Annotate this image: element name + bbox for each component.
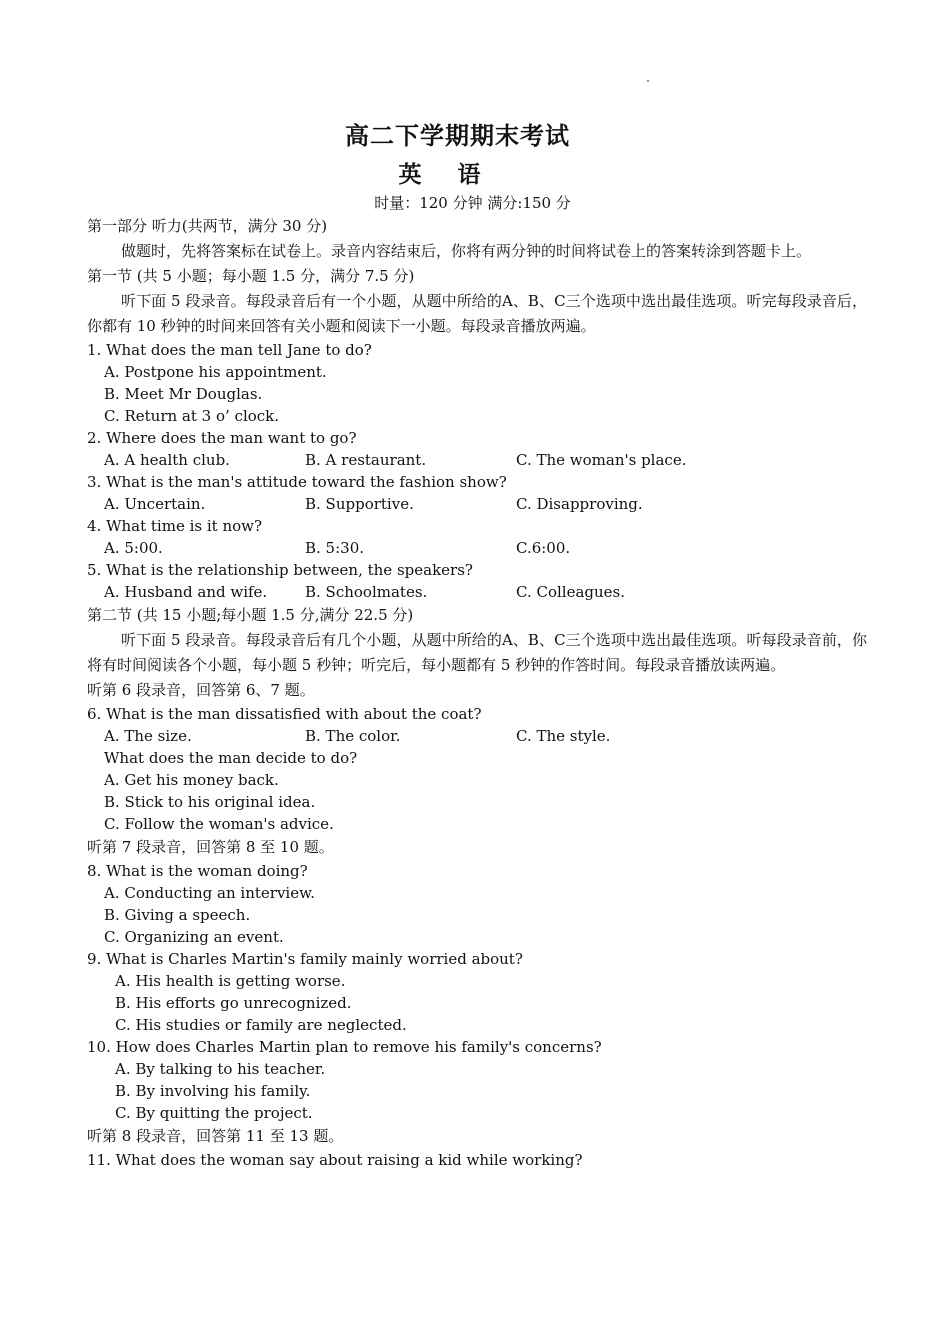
q8-option-c: C. Organizing an event. bbox=[104, 928, 284, 946]
q4-option-b: B. 5:30. bbox=[305, 539, 365, 557]
audio-7-instruction: 听第 7 段录音，回答第 8 至 10 题。 bbox=[87, 838, 334, 856]
q7-option-a: A. Get his money back. bbox=[104, 771, 279, 789]
q4-option-a: A. 5:00. bbox=[104, 539, 163, 557]
q6-option-c: C. The style. bbox=[516, 727, 611, 745]
q7-option-b: B. Stick to his original idea. bbox=[104, 793, 316, 811]
section2-heading: 第二节 (共 15 小题;每小题 1.5 分,满分 22.5 分) bbox=[87, 606, 414, 624]
q2-option-c: C. The woman's place. bbox=[516, 451, 687, 469]
q9-option-c: C. His studies or family are neglected. bbox=[115, 1016, 407, 1034]
scan-speck bbox=[647, 80, 649, 82]
q9-option-a: A. His health is getting worse. bbox=[115, 972, 346, 990]
q1-option-b: B. Meet Mr Douglas. bbox=[104, 385, 263, 403]
subject-title: 英 语 bbox=[398, 161, 495, 188]
q6-options bbox=[87, 725, 867, 747]
q1-option-c: C. Return at 3 o’ clock. bbox=[104, 407, 280, 425]
q4-options bbox=[87, 537, 867, 559]
q8-option-a: A. Conducting an interview. bbox=[104, 884, 315, 902]
question-3: 3. What is the man's attitude toward the fashion show? bbox=[87, 473, 507, 491]
question-10: 10. How does Charles Martin plan to remove his family's concerns? bbox=[87, 1038, 602, 1056]
q10-option-b: B. By involving his family. bbox=[115, 1082, 311, 1100]
question-6: 6. What is the man dissatisfied with about the coat? bbox=[87, 705, 482, 723]
question-2: 2. Where does the man want to go? bbox=[87, 429, 357, 447]
question-5: 5. What is the relationship between, the speakers? bbox=[87, 561, 473, 579]
audio-8-instruction: 听第 8 段录音，回答第 11 至 13 题。 bbox=[87, 1127, 344, 1145]
q2-option-a: A. A health club. bbox=[104, 451, 230, 469]
q2-option-b: B. A restaurant. bbox=[305, 451, 427, 469]
q6-option-b: B. The color. bbox=[305, 727, 401, 745]
section1-heading: 第一节 (共 5 小题；每小题 1.5 分，满分 7.5 分) bbox=[87, 267, 415, 285]
section1-intro: 听下面 5 段录音。每段录音后有一个小题，从题中所给的A、B、C三个选项中选出最佳选项。听完每段录音后，你都有 10 秒钟的时间来回答有关小题和阅读下一小题。每段录音播放两遍。 bbox=[87, 292, 867, 335]
q5-option-a: A. Husband and wife. bbox=[104, 583, 268, 601]
question-9: 9. What is Charles Martin's family mainly worried about? bbox=[87, 950, 523, 968]
q10-option-c: C. By quitting the project. bbox=[115, 1104, 313, 1122]
q6-option-a: A. The size. bbox=[104, 727, 192, 745]
q8-option-b: B. Giving a speech. bbox=[104, 906, 251, 924]
exam-title: 高二下学期期末考试 bbox=[345, 121, 570, 150]
q3-option-b: B. Supportive. bbox=[305, 495, 414, 513]
q9-option-b: B. His efforts go unrecognized. bbox=[115, 994, 352, 1012]
q3-option-c: C. Disapproving. bbox=[516, 495, 643, 513]
question-4: 4. What time is it now? bbox=[87, 517, 263, 535]
exam-meta: 时量：120 分钟 满分:150 分 bbox=[374, 194, 571, 212]
q2-options bbox=[87, 449, 867, 471]
q3-options bbox=[87, 493, 867, 515]
q1-option-a: A. Postpone his appointment. bbox=[104, 363, 327, 381]
section2-intro: 听下面 5 段录音。每段录音后有几个小题，从题中所给的A、B、C三个选项中选出最佳选项。听每段录音前，你将有时间阅读各个小题，每小题 5 秒钟；听完后，每小题都有 5 秒钟的作答时间。每段录音播放读两遍。 bbox=[87, 631, 867, 674]
part1-intro: 做题时，先将答案标在试卷上。录音内容结束后，你将有两分钟的时间将试卷上的答案转涂到答题卡上。 bbox=[121, 242, 812, 260]
question-1: 1. What does the man tell Jane to do? bbox=[87, 341, 372, 359]
q5-option-b: B. Schoolmates. bbox=[305, 583, 428, 601]
question-11: 11. What does the woman say about raising a kid while working? bbox=[87, 1151, 583, 1169]
question-7: What does the man decide to do? bbox=[104, 749, 358, 767]
exam-content bbox=[87, 214, 867, 1171]
q7-option-c: C. Follow the woman's advice. bbox=[104, 815, 334, 833]
q5-options bbox=[87, 581, 867, 603]
q10-option-a: A. By talking to his teacher. bbox=[115, 1060, 326, 1078]
q4-option-c: C.6:00. bbox=[516, 539, 571, 557]
q5-option-c: C. Colleagues. bbox=[516, 583, 626, 601]
question-8: 8. What is the woman doing? bbox=[87, 862, 308, 880]
part1-heading: 第一部分 听力(共两节，满分 30 分) bbox=[87, 217, 328, 235]
audio-6-instruction: 听第 6 段录音，回答第 6、7 题。 bbox=[87, 681, 315, 699]
q3-option-a: A. Uncertain. bbox=[104, 495, 206, 513]
